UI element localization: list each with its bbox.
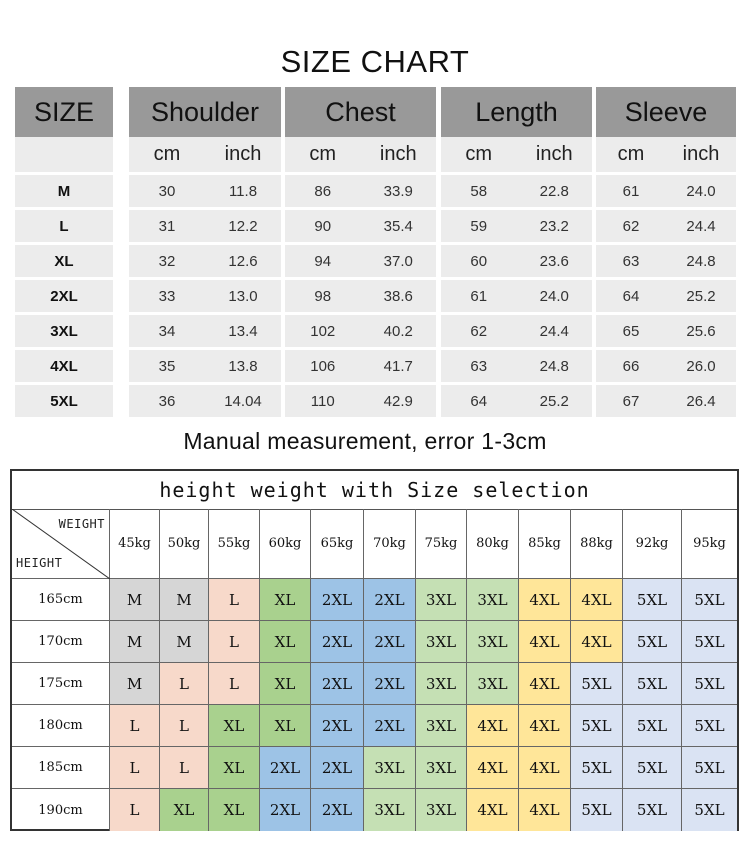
weight-header: 88kg	[571, 509, 623, 579]
measurement-row	[0, 315, 750, 347]
value-inch: 25.2	[686, 287, 716, 305]
size-label: XL	[15, 245, 113, 277]
size-cell: 2XL	[311, 621, 364, 663]
size-cell: 2XL	[364, 663, 416, 705]
size-cell: XL	[209, 747, 260, 789]
size-cell: 4XL	[467, 705, 519, 747]
size-cell: M	[110, 663, 160, 705]
value-inch: 24.4	[686, 217, 716, 235]
measure-cell	[129, 280, 281, 312]
value-inch: 23.2	[539, 217, 569, 235]
value-cm: 35	[158, 357, 176, 375]
value-cm: 60	[470, 252, 488, 270]
value-inch: 12.2	[228, 217, 258, 235]
height-header: 175cm	[12, 663, 110, 705]
measure-cell	[285, 175, 436, 207]
size-cell: 3XL	[467, 579, 519, 621]
size-cell: 5XL	[682, 789, 737, 831]
size-cell: 5XL	[623, 621, 682, 663]
value-cm: 102	[310, 322, 336, 340]
size-cell: 2XL	[311, 579, 364, 621]
size-label: 3XL	[15, 315, 113, 347]
size-cell: L	[209, 621, 260, 663]
size-header: SIZE	[15, 87, 113, 137]
measurement-row	[0, 280, 750, 312]
size-selection-table	[10, 469, 739, 831]
measure-cell	[285, 385, 436, 417]
measure-cell	[285, 280, 436, 312]
value-inch: 24.4	[539, 322, 569, 340]
size-cell: XL	[260, 579, 311, 621]
size-cell: 2XL	[311, 663, 364, 705]
measure-cell	[285, 210, 436, 242]
size-cell: 5XL	[682, 663, 737, 705]
value-inch: 13.0	[228, 287, 258, 305]
value-inch: 11.8	[228, 182, 258, 200]
value-cm: 110	[310, 392, 335, 410]
size-cell: 5XL	[571, 747, 623, 789]
value-inch: 23.6	[539, 252, 569, 270]
weight-header: 92kg	[623, 509, 682, 579]
height-header: 185cm	[12, 747, 110, 789]
measure-cell	[441, 210, 592, 242]
size-cell: 5XL	[682, 579, 737, 621]
measure-cell	[129, 210, 281, 242]
measure-cell	[441, 350, 592, 382]
size-cell: 2XL	[311, 747, 364, 789]
value-cm: 59	[470, 217, 488, 235]
size-cell: 2XL	[364, 621, 416, 663]
measure-cell	[596, 245, 736, 277]
value-inch: 13.4	[228, 322, 258, 340]
weight-header: 85kg	[519, 509, 571, 579]
size-cell: 5XL	[571, 663, 623, 705]
unit-inch: inch	[224, 143, 262, 165]
value-inch: 40.2	[383, 322, 413, 340]
value-cm: 36	[158, 392, 176, 410]
unit-subheader	[285, 137, 436, 172]
size-cell: 3XL	[416, 705, 467, 747]
measure-cell	[129, 175, 281, 207]
size-cell: L	[160, 705, 209, 747]
value-cm: 65	[622, 322, 640, 340]
size-cell: L	[209, 663, 260, 705]
value-cm: 67	[622, 392, 640, 410]
size-cell: 3XL	[364, 747, 416, 789]
size-cell: 4XL	[519, 621, 571, 663]
size-label: 4XL	[15, 350, 113, 382]
measure-cell	[129, 245, 281, 277]
size-cell: 4XL	[571, 579, 623, 621]
value-inch: 24.0	[686, 182, 716, 200]
value-cm: 61	[470, 287, 488, 305]
weight-header: 80kg	[467, 509, 519, 579]
measure-cell	[596, 350, 736, 382]
measure-cell	[129, 350, 281, 382]
size-cell: L	[110, 789, 160, 831]
size-label: 2XL	[15, 280, 113, 312]
size-cell: 2XL	[260, 747, 311, 789]
measure-cell	[596, 210, 736, 242]
value-cm: 63	[470, 357, 488, 375]
size-cell: XL	[209, 705, 260, 747]
unit-inch: inch	[682, 143, 720, 165]
value-inch: 26.4	[686, 392, 716, 410]
measure-header: Chest	[285, 87, 436, 137]
height-axis-label: HEIGHT	[16, 556, 63, 570]
value-inch: 38.6	[383, 287, 413, 305]
size-cell: 3XL	[416, 789, 467, 831]
height-header: 170cm	[12, 621, 110, 663]
size-cell: M	[160, 579, 209, 621]
measure-header: Sleeve	[596, 87, 736, 137]
size-cell: XL	[209, 789, 260, 831]
value-cm: 31	[158, 217, 176, 235]
value-cm: 33	[158, 287, 176, 305]
size-cell: 4XL	[519, 747, 571, 789]
size-cell: 5XL	[571, 705, 623, 747]
weight-header: 55kg	[209, 509, 260, 579]
value-inch: 41.7	[383, 357, 413, 375]
measurement-row	[0, 385, 750, 417]
size-cell: 5XL	[682, 705, 737, 747]
height-header: 190cm	[12, 789, 110, 831]
measurement-row	[0, 210, 750, 242]
size-cell: 4XL	[519, 789, 571, 831]
size-cell: L	[160, 663, 209, 705]
unit-cm: cm	[617, 143, 645, 165]
value-inch: 25.2	[539, 392, 569, 410]
size-cell: 5XL	[623, 705, 682, 747]
size-cell: 3XL	[416, 747, 467, 789]
weight-header: 45kg	[110, 509, 160, 579]
size-cell: 5XL	[623, 663, 682, 705]
selection-title: height weight with Size selection	[12, 471, 737, 510]
size-cell: 4XL	[519, 663, 571, 705]
size-cell: 3XL	[364, 789, 416, 831]
size-cell: 5XL	[623, 579, 682, 621]
value-cm: 64	[622, 287, 640, 305]
measure-cell	[596, 315, 736, 347]
size-label: L	[15, 210, 113, 242]
measurement-row	[0, 350, 750, 382]
size-cell: XL	[260, 663, 311, 705]
size-cell: 4XL	[467, 747, 519, 789]
corner-header	[12, 509, 110, 579]
measure-cell	[129, 385, 281, 417]
measure-header: Length	[441, 87, 592, 137]
size-cell: 5XL	[623, 747, 682, 789]
value-cm: 62	[470, 322, 488, 340]
size-cell: M	[160, 621, 209, 663]
value-inch: 13.8	[228, 357, 258, 375]
weight-axis-label: WEIGHT	[58, 517, 105, 531]
weight-header: 75kg	[416, 509, 467, 579]
size-cell: 2XL	[311, 705, 364, 747]
size-chart-title: SIZE CHART	[280, 44, 470, 79]
value-cm: 61	[622, 182, 640, 200]
unit-subheader	[441, 137, 592, 172]
size-label: M	[15, 175, 113, 207]
size-cell: 2XL	[364, 705, 416, 747]
weight-header: 65kg	[311, 509, 364, 579]
size-cell: M	[110, 621, 160, 663]
value-cm: 63	[622, 252, 640, 270]
value-inch: 35.4	[383, 217, 413, 235]
size-cell: 3XL	[416, 621, 467, 663]
value-cm: 62	[622, 217, 640, 235]
size-label: 5XL	[15, 385, 113, 417]
size-cell: 5XL	[682, 747, 737, 789]
measure-cell	[596, 385, 736, 417]
unit-cm: cm	[465, 143, 493, 165]
unit-inch: inch	[535, 143, 573, 165]
weight-header: 50kg	[160, 509, 209, 579]
value-inch: 24.8	[539, 357, 569, 375]
value-cm: 30	[158, 182, 176, 200]
size-cell: 4XL	[571, 621, 623, 663]
size-cell: L	[110, 705, 160, 747]
value-inch: 25.6	[686, 322, 716, 340]
value-inch: 24.0	[539, 287, 569, 305]
value-inch: 14.04	[224, 392, 262, 410]
value-inch: 33.9	[383, 182, 413, 200]
measure-cell	[441, 175, 592, 207]
size-cell: M	[110, 579, 160, 621]
unit-subheader	[129, 137, 281, 172]
size-cell: 4XL	[519, 579, 571, 621]
weight-header: 95kg	[682, 509, 737, 579]
size-cell: 4XL	[467, 789, 519, 831]
size-cell: XL	[260, 621, 311, 663]
measure-cell	[441, 245, 592, 277]
value-cm: 66	[622, 357, 640, 375]
size-cell: XL	[160, 789, 209, 831]
measurement-note: Manual measurement, error 1-3cm	[183, 428, 547, 454]
size-cell: L	[110, 747, 160, 789]
value-inch: 26.0	[686, 357, 716, 375]
measure-cell	[285, 245, 436, 277]
value-inch: 24.8	[686, 252, 716, 270]
measurement-row	[0, 245, 750, 277]
size-cell: 2XL	[260, 789, 311, 831]
size-cell: L	[160, 747, 209, 789]
value-cm: 90	[314, 217, 332, 235]
value-inch: 12.6	[228, 252, 258, 270]
value-inch: 42.9	[383, 392, 413, 410]
value-cm: 98	[314, 287, 332, 305]
measure-cell	[441, 315, 592, 347]
weight-header: 70kg	[364, 509, 416, 579]
value-inch: 22.8	[539, 182, 569, 200]
measure-cell	[285, 350, 436, 382]
height-header: 180cm	[12, 705, 110, 747]
size-cell: 3XL	[416, 663, 467, 705]
size-cell: 3XL	[416, 579, 467, 621]
measure-cell	[129, 315, 281, 347]
value-inch: 37.0	[383, 252, 413, 270]
size-cell: 3XL	[467, 663, 519, 705]
size-cell: 2XL	[311, 789, 364, 831]
value-cm: 58	[470, 182, 488, 200]
size-cell: 4XL	[519, 705, 571, 747]
measure-cell	[596, 175, 736, 207]
height-header: 165cm	[12, 579, 110, 621]
measure-cell	[285, 315, 436, 347]
size-cell: 5XL	[682, 621, 737, 663]
value-cm: 34	[158, 322, 176, 340]
value-cm: 64	[470, 392, 488, 410]
measure-cell	[441, 385, 592, 417]
unit-cm: cm	[153, 143, 181, 165]
unit-subheader	[596, 137, 736, 172]
size-cell: L	[209, 579, 260, 621]
size-cell: 5XL	[571, 789, 623, 831]
measure-header: Shoulder	[129, 87, 281, 137]
size-cell: 5XL	[623, 789, 682, 831]
weight-header: 60kg	[260, 509, 311, 579]
value-cm: 86	[314, 182, 332, 200]
value-cm: 94	[314, 252, 332, 270]
measure-cell	[596, 280, 736, 312]
size-cell: 2XL	[364, 579, 416, 621]
measure-cell	[441, 280, 592, 312]
measurement-row	[0, 175, 750, 207]
size-cell: 3XL	[467, 621, 519, 663]
value-cm: 106	[310, 357, 336, 375]
unit-inch: inch	[379, 143, 417, 165]
size-subheader	[15, 137, 113, 172]
value-cm: 32	[158, 252, 176, 270]
unit-cm: cm	[309, 143, 337, 165]
size-cell: XL	[260, 705, 311, 747]
